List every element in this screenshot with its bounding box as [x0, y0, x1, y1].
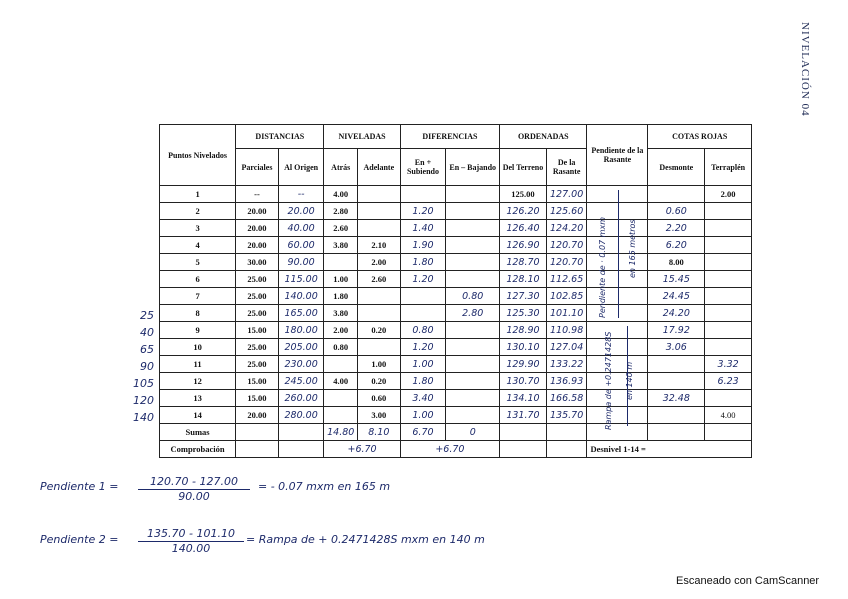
cell-p: 4: [160, 237, 236, 254]
cell-ras: 125.60: [546, 203, 587, 220]
formula-1-fraction: [138, 475, 250, 503]
table-row: [160, 203, 752, 220]
cell-terra: [705, 203, 752, 220]
camscanner-footer: Escaneado con CamScanner: [676, 575, 820, 587]
table-row: [160, 254, 752, 271]
formula-1-numerator: 120.70 - 127.00: [138, 475, 250, 490]
cell-desm: 0.60: [648, 203, 705, 220]
comprobacion-label: Comprobación: [160, 441, 236, 458]
cell-orig: --: [278, 186, 324, 203]
cell-p: 14: [160, 407, 236, 424]
cell-baj: [446, 186, 500, 203]
cell-terr: 128.70: [500, 254, 547, 271]
cell-terra: [705, 237, 752, 254]
cell-sub: [400, 305, 446, 322]
cell-adel: [357, 203, 400, 220]
cell-sub: 3.40: [400, 390, 446, 407]
header-desmonte: Desmonte: [648, 149, 705, 186]
sumas-bajando: 0: [446, 424, 500, 441]
cell-baj: [446, 203, 500, 220]
cell-desm: 2.20: [648, 220, 705, 237]
cell-desm: 15.45: [648, 271, 705, 288]
cell-atras: [324, 254, 358, 271]
cell-baj: [446, 356, 500, 373]
table-row: [160, 305, 752, 322]
cell-parc: 20.00: [236, 220, 279, 237]
header-distancias: DISTANCIAS: [236, 125, 324, 149]
cell-baj: [446, 220, 500, 237]
cell-orig: 205.00: [278, 339, 324, 356]
cell-terra: [705, 288, 752, 305]
leveling-table: [159, 124, 752, 458]
cell-pendiente: [587, 390, 648, 407]
cell-orig: 20.00: [278, 203, 324, 220]
side-number: 65: [140, 343, 154, 356]
pendiente-2-vertical: Rampa de +0.2471428S: [604, 331, 613, 430]
cell-atras: 0.80: [324, 339, 358, 356]
cell-orig: 90.00: [278, 254, 324, 271]
cell-atras: 1.80: [324, 288, 358, 305]
cell-terra: 3.32: [705, 356, 752, 373]
cell-p: 3: [160, 220, 236, 237]
cell-orig: 230.00: [278, 356, 324, 373]
cell-ras: 102.85: [546, 288, 587, 305]
cell-p: 9: [160, 322, 236, 339]
formula-2-fraction: [138, 527, 244, 555]
cell-terra: [705, 390, 752, 407]
cell-ras: 124.20: [546, 220, 587, 237]
cell-atras: [324, 390, 358, 407]
cell-desm: 6.20: [648, 237, 705, 254]
cell-sub: 1.20: [400, 339, 446, 356]
cell-p: 13: [160, 390, 236, 407]
formula-1-denominator: 90.00: [178, 490, 210, 503]
header-terreno: Del Terreno: [500, 149, 547, 186]
cell-sub: 1.40: [400, 220, 446, 237]
cell-sub: 1.00: [400, 407, 446, 424]
cell-parc: 20.00: [236, 407, 279, 424]
cell-ras: 127.00: [546, 186, 587, 203]
cell-p: 1: [160, 186, 236, 203]
formula-1-label: Pendiente 1 =: [40, 480, 119, 493]
cell-adel: [357, 305, 400, 322]
cell-ras: 136.93: [546, 373, 587, 390]
pendiente-1-vertical: Pendiente de · 0.07 mxm: [598, 216, 607, 318]
table-row: [160, 390, 752, 407]
cell-p: 8: [160, 305, 236, 322]
cell-desm: 32.48: [648, 390, 705, 407]
cell-terra: [705, 322, 752, 339]
table-body: [160, 186, 752, 424]
cell-atras: 3.80: [324, 237, 358, 254]
cell-baj: [446, 390, 500, 407]
cell-desm: [648, 407, 705, 424]
formula-1-result: = - 0.07 mxm en 165 m: [258, 480, 391, 493]
header-adelante: Adelante: [357, 149, 400, 186]
pendiente-1-vertical-2: en 165 metros: [628, 219, 637, 278]
cell-ras: 166.58: [546, 390, 587, 407]
cell-atras: 1.00: [324, 271, 358, 288]
title-vertical: NIVELACIÓN 04: [799, 22, 811, 117]
cell-adel: [357, 339, 400, 356]
cell-baj: [446, 254, 500, 271]
pendiente-1-arrow: [618, 190, 619, 318]
table-row: [160, 356, 752, 373]
cell-sub: 0.80: [400, 322, 446, 339]
table-row: [160, 373, 752, 390]
cell-baj: [446, 407, 500, 424]
formula-2-numerator: 135.70 - 101.10: [138, 527, 244, 542]
cell-adel: 2.10: [357, 237, 400, 254]
cell-ras: 120.70: [546, 254, 587, 271]
sumas-subiendo: 6.70: [400, 424, 446, 441]
cell-desm: [648, 186, 705, 203]
cell-p: 7: [160, 288, 236, 305]
cell-baj: 0.80: [446, 288, 500, 305]
cell-p: 5: [160, 254, 236, 271]
cell-orig: 115.00: [278, 271, 324, 288]
pendiente-2-arrow: [627, 326, 628, 426]
header-niveladas: NIVELADAS: [324, 125, 400, 149]
cell-terr: 128.90: [500, 322, 547, 339]
cell-desm: 3.06: [648, 339, 705, 356]
cell-orig: 180.00: [278, 322, 324, 339]
cell-adel: [357, 288, 400, 305]
cell-p: 11: [160, 356, 236, 373]
cell-sub: 1.20: [400, 271, 446, 288]
cell-atras: 4.00: [324, 373, 358, 390]
cell-atras: 2.80: [324, 203, 358, 220]
formula-2-result: = Rampa de + 0.2471428S mxm en 140 m: [246, 533, 485, 546]
cell-atras: 4.00: [324, 186, 358, 203]
cell-sub: 1.80: [400, 254, 446, 271]
cell-desm: 24.20: [648, 305, 705, 322]
side-number: 25: [140, 309, 154, 322]
cell-terra: 4.00: [705, 407, 752, 424]
cell-orig: 40.00: [278, 220, 324, 237]
cell-parc: 15.00: [236, 390, 279, 407]
table-row: [160, 186, 752, 203]
desnivel-label: Desnivel 1-14 =: [587, 441, 752, 458]
cell-baj: [446, 339, 500, 356]
cell-terr: 125.00: [500, 186, 547, 203]
cell-pendiente: [587, 373, 648, 390]
cell-terra: [705, 305, 752, 322]
cell-terr: 125.30: [500, 305, 547, 322]
cell-sub: [400, 288, 446, 305]
cell-orig: 165.00: [278, 305, 324, 322]
cell-parc: 15.00: [236, 373, 279, 390]
cell-pendiente: [587, 339, 648, 356]
cell-adel: 1.00: [357, 356, 400, 373]
header-ordenadas: ORDENADAS: [500, 125, 587, 149]
cell-terr: 130.70: [500, 373, 547, 390]
cell-ras: 112.65: [546, 271, 587, 288]
cell-parc: 20.00: [236, 203, 279, 220]
cell-pendiente: [587, 322, 648, 339]
side-number: 40: [140, 326, 154, 339]
cell-pendiente: [587, 407, 648, 424]
cell-parc: 25.00: [236, 356, 279, 373]
table-row: [160, 322, 752, 339]
header-puntos: Puntos Nivelados: [160, 125, 236, 186]
cell-ras: 120.70: [546, 237, 587, 254]
comprobacion-niveladas: +6.70: [324, 441, 400, 458]
cell-adel: 2.00: [357, 254, 400, 271]
cell-desm: [648, 373, 705, 390]
table-row: [160, 407, 752, 424]
header-pendiente: Pendiente de la Rasante: [587, 125, 648, 186]
cell-parc: 25.00: [236, 305, 279, 322]
cell-adel: [357, 186, 400, 203]
cell-orig: 140.00: [278, 288, 324, 305]
cell-desm: 17.92: [648, 322, 705, 339]
cell-atras: 2.60: [324, 220, 358, 237]
cell-terr: 134.10: [500, 390, 547, 407]
sumas-atras: 14.80: [324, 424, 358, 441]
cell-orig: 245.00: [278, 373, 324, 390]
cell-terr: 126.40: [500, 220, 547, 237]
cell-atras: [324, 356, 358, 373]
cell-sub: 1.20: [400, 203, 446, 220]
cell-atras: 3.80: [324, 305, 358, 322]
cell-terra: [705, 339, 752, 356]
cell-baj: 2.80: [446, 305, 500, 322]
header-terraplen: Terraplén: [705, 149, 752, 186]
cell-adel: 3.00: [357, 407, 400, 424]
cell-ras: 135.70: [546, 407, 587, 424]
cell-sub: 1.00: [400, 356, 446, 373]
cell-baj: [446, 237, 500, 254]
cell-adel: 0.60: [357, 390, 400, 407]
cell-adel: 0.20: [357, 373, 400, 390]
sumas-label: Sumas: [160, 424, 236, 441]
header-subiendo: En + Subiendo: [400, 149, 446, 186]
cell-terr: 131.70: [500, 407, 547, 424]
cell-terra: 6.23: [705, 373, 752, 390]
cell-p: 12: [160, 373, 236, 390]
header-diferencias: DIFERENCIAS: [400, 125, 500, 149]
cell-pendiente: [587, 356, 648, 373]
cell-terr: 130.10: [500, 339, 547, 356]
comprobacion-diferencias: +6.70: [400, 441, 500, 458]
cell-p: 10: [160, 339, 236, 356]
cell-terra: 2.00: [705, 186, 752, 203]
cell-terra: [705, 254, 752, 271]
header-bajando: En – Bajando: [446, 149, 500, 186]
side-number: 120: [133, 394, 154, 407]
header-al-origen: Al Origen: [278, 149, 324, 186]
cell-baj: [446, 373, 500, 390]
cell-desm: 24.45: [648, 288, 705, 305]
table-row: [160, 271, 752, 288]
cell-p: 6: [160, 271, 236, 288]
cell-atras: [324, 407, 358, 424]
table-row: [160, 339, 752, 356]
cell-atras: 2.00: [324, 322, 358, 339]
header-rasante: De la Rasante: [546, 149, 587, 186]
cell-parc: 15.00: [236, 322, 279, 339]
side-number: 90: [140, 360, 154, 373]
cell-parc: 25.00: [236, 271, 279, 288]
cell-ras: 101.10: [546, 305, 587, 322]
cell-sub: 1.90: [400, 237, 446, 254]
cell-orig: 260.00: [278, 390, 324, 407]
formula-2-label: Pendiente 2 =: [40, 533, 119, 546]
cell-terr: 126.90: [500, 237, 547, 254]
side-number: 140: [133, 411, 154, 424]
header-cotas: COTAS ROJAS: [648, 125, 752, 149]
page-title: [797, 22, 809, 122]
cell-terr: 129.90: [500, 356, 547, 373]
cell-baj: [446, 271, 500, 288]
cell-orig: 280.00: [278, 407, 324, 424]
cell-sub: [400, 186, 446, 203]
cell-parc: --: [236, 186, 279, 203]
cell-desm: 8.00: [648, 254, 705, 271]
formula-2-denominator: 140.00: [171, 542, 211, 555]
cell-parc: 25.00: [236, 339, 279, 356]
cell-orig: 60.00: [278, 237, 324, 254]
cell-sub: 1.80: [400, 373, 446, 390]
table-row: [160, 237, 752, 254]
header-atras: Atrás: [324, 149, 358, 186]
side-number: 105: [133, 377, 154, 390]
cell-terr: 127.30: [500, 288, 547, 305]
cell-ras: 133.22: [546, 356, 587, 373]
header-parciales: Parciales: [236, 149, 279, 186]
cell-ras: 110.98: [546, 322, 587, 339]
cell-adel: 0.20: [357, 322, 400, 339]
table-row: [160, 220, 752, 237]
cell-parc: 25.00: [236, 288, 279, 305]
table-row: [160, 288, 752, 305]
cell-parc: 30.00: [236, 254, 279, 271]
cell-adel: [357, 220, 400, 237]
cell-terra: [705, 220, 752, 237]
cell-terr: 128.10: [500, 271, 547, 288]
cell-p: 2: [160, 203, 236, 220]
cell-terr: 126.20: [500, 203, 547, 220]
sumas-adelante: 8.10: [357, 424, 400, 441]
pendiente-2-vertical-2: en 140 m: [625, 361, 634, 400]
cell-desm: [648, 356, 705, 373]
cell-parc: 20.00: [236, 237, 279, 254]
cell-baj: [446, 322, 500, 339]
cell-terra: [705, 271, 752, 288]
cell-adel: 2.60: [357, 271, 400, 288]
cell-ras: 127.04: [546, 339, 587, 356]
